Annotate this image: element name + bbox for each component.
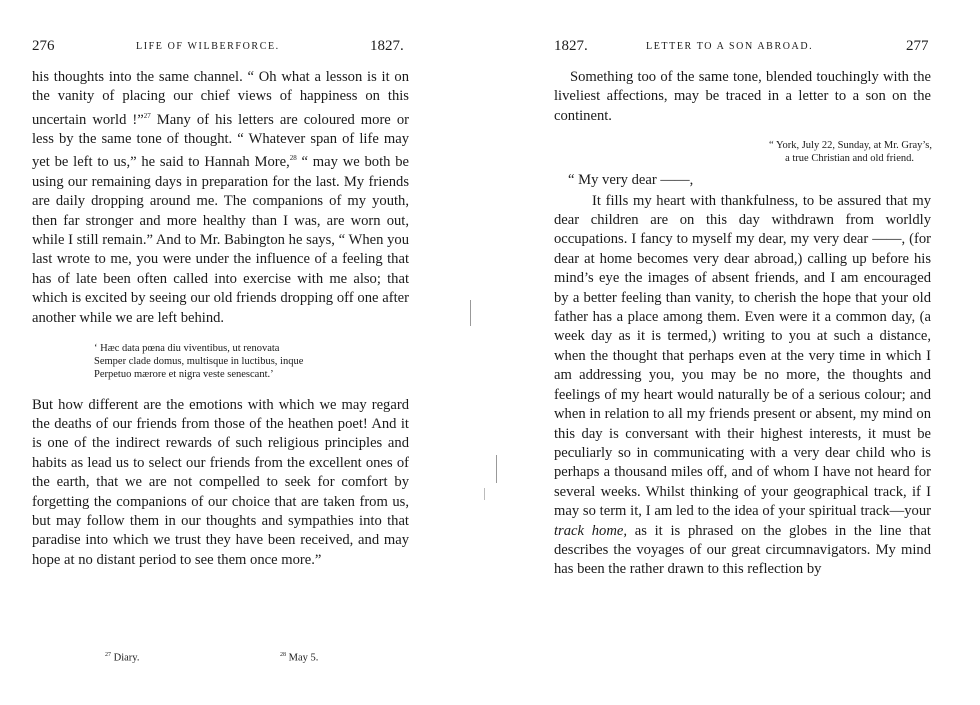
letter-dateline: “ York, July 22, Sunday, at Mr. Gray’s, a true Christian and old friend. (769, 140, 932, 164)
footnote: $^{27}$ Diary. (105, 652, 140, 664)
header-year: 1827. (370, 38, 404, 54)
page-number: 276 (32, 38, 55, 54)
quote-line: ‘ Hæc data pœna diu viventibus, ut renovata (94, 343, 280, 354)
header-year: 1827. (554, 38, 588, 54)
paragraph: But how different are the emotions with which we may regard the deaths of our friends from those of the heathen poet! And it is one of the indirect rewards of such religious principles and habits as lead us to select our friends from the excellent ones of the earth, that we are not compelled to seek for comfort by forgetting the companions of our choice that are taken from us, but may follow them in our thoughts and sympathies into that paradise into which we trust they have been received, and may hope at no distant period to see them once more.” (32, 396, 409, 568)
right-page (530, 0, 980, 705)
paragraph: It fills my heart with thankfulness, to be assured that my dear children are on this day withdrawn from worldly occupations. I fancy to myself my dear, my very dear ——, (for dear at home becomes very dear abroad,) calling up before his mind’s eye the images of absent friends, and I am encouraged by a better feeling than vanity, to cherish the hope that your old father has a place among them. Even were it a common day, (a week day as it is termed,) writing to you at such a distance, when the thought that perhaps even at the very time in which I am addressing you, you may be no more, the thoughts and feelings of my heart would naturally be of a serious colour; and when in relation to all my friends present or absent, my mind on this day is conversant with their highest interests, it must be peculiarly so in communicating with a very dear child who is perhaps a thousand miles off, and of whom I have not heard for several weeks. Whilst thinking of your geographical track, if I may so term it, I am led to the idea of your spiritual track—your track home, as it is phrased on the globes in the line that describes the voyages of our great circumnavigators. My mind has been the rather drawn to this reflection by (554, 192, 931, 578)
gutter-mark (496, 455, 497, 483)
paragraph: Something too of the same tone, blended touchingly with the liveliest affections, may be traced in a letter to a son on the continent. (554, 69, 931, 124)
left-page-header (32, 38, 470, 58)
footnote: $^{28}$ May 5. (280, 652, 319, 664)
paragraph: his thoughts into the same channel. “ Oh what a lesson is it on the vanity of placing our chief views of happiness on this uncertain world !”$^{27}$ Many of his letters are coloured more or less by the same tone of thought. “ Whatever span of life may yet be left to us,” he said to Hannah More,$^{28}$ “ may we both be using our remaining days in preparation for the last. My friends are daily dropping around me. The companions of my youth, then far stronger and more healthy than I was, are worn out, while I still remain.” And to Mr. Babington he says, “ When you last wrote to me, you were under the influence of a feeling that has of late been often called into exercise with me also; that which is excited by seeing our old friends dropping off one after another while we are left behind. (32, 69, 409, 326)
page-number: 277 (906, 38, 929, 54)
right-page-header (554, 38, 980, 58)
quote-line: Semper clade domus, multisque in luctibus, inque (94, 356, 304, 368)
latin-quotation (94, 342, 409, 382)
gutter-mark (470, 300, 471, 326)
left-page (0, 0, 470, 705)
right-body-text (554, 68, 931, 580)
book-gutter (470, 0, 530, 705)
footnote-ref: 28 (289, 154, 297, 163)
letter-salutation: “ My very dear ——, (568, 172, 694, 189)
gutter-mark (484, 488, 485, 500)
left-body-text (32, 68, 409, 570)
footnote-ref: 27 (143, 111, 151, 120)
quote-line: Perpetuo mærore et nigra veste senescant.’ (94, 369, 274, 381)
running-head: LETTER TO A SON ABROAD. (646, 41, 814, 52)
running-head: LIFE OF WILBERFORCE. (136, 41, 280, 52)
